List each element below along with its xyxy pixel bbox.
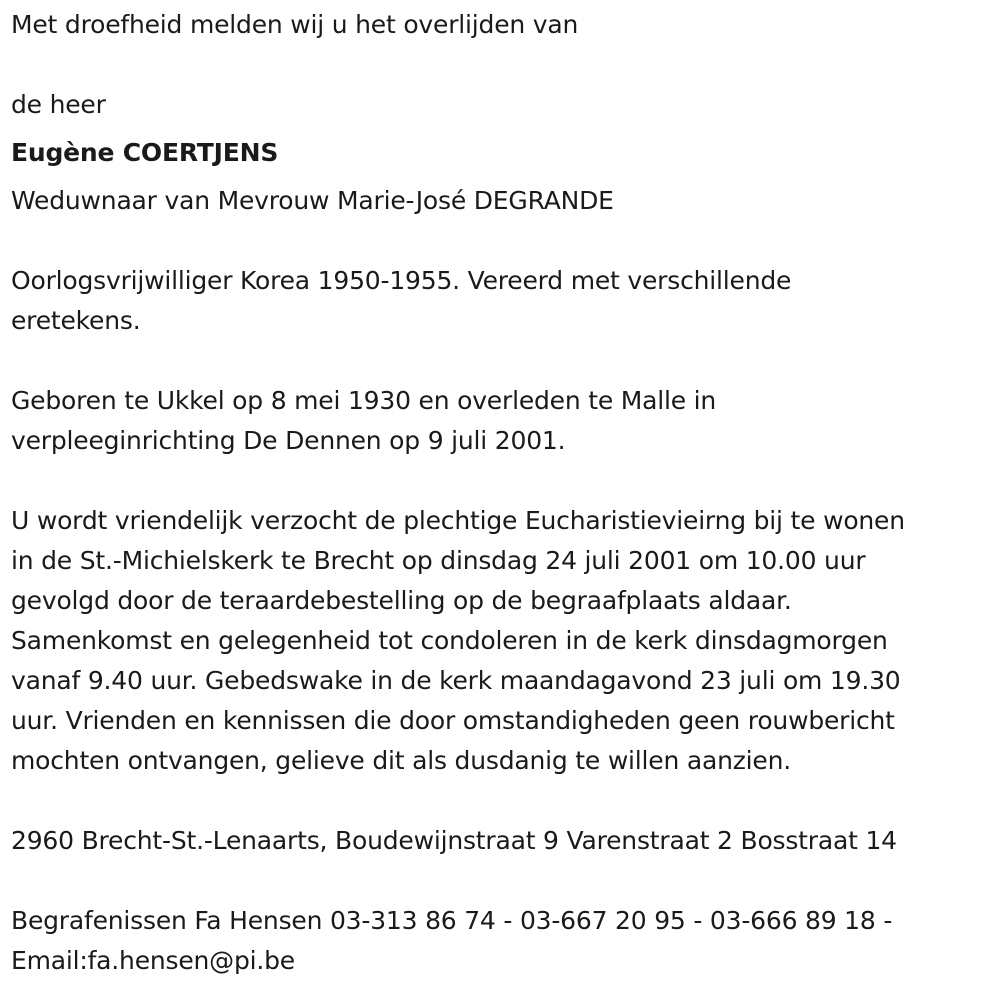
- deceased-name: Eugène COERTJENS: [11, 138, 279, 167]
- honors-line-1: Oorlogsvrijwilliger Korea 1950-1955. Vereerd met verschillende: [11, 266, 792, 295]
- salutation-line: de heer: [11, 90, 106, 119]
- funeral-home-line-1: Begrafenissen Fa Hensen 03-313 86 74 - 03-667 20 95 - 03-666 89 18 -: [11, 906, 893, 935]
- ceremony-line-3: gevolgd door de teraardebestelling op de begraafplaats aldaar.: [11, 586, 792, 615]
- address-line: 2960 Brecht-St.-Lenaarts, Boudewijnstraat 9 Varenstraat 2 Bosstraat 14: [11, 826, 897, 855]
- ceremony-line-1: U wordt vriendelijk verzocht de plechtige Eucharistievieirng bij te wonen: [11, 506, 905, 535]
- intro-line: Met droefheid melden wij u het overlijden van: [11, 10, 579, 39]
- ceremony-line-2: in de St.-Michielskerk te Brecht op dinsdag 24 juli 2001 om 10.00 uur: [11, 546, 866, 575]
- birth-death-line-2: verpleeginrichting De Dennen op 9 juli 2001.: [11, 426, 566, 455]
- funeral-home-line-2: Email:fa.hensen@pi.be: [11, 946, 295, 975]
- ceremony-line-4: Samenkomst en gelegenheid tot condoleren in de kerk dinsdagmorgen: [11, 626, 888, 655]
- ceremony-line-7: mochten ontvangen, gelieve dit als dusdanig te willen aanzien.: [11, 746, 791, 775]
- birth-death-line-1: Geboren te Ukkel op 8 mei 1930 en overleden te Malle in: [11, 386, 717, 415]
- ceremony-line-6: uur. Vrienden en kennissen die door omstandigheden geen rouwbericht: [11, 706, 895, 735]
- spouse-line: Weduwnaar van Mevrouw Marie-José DEGRANDE: [11, 186, 614, 215]
- ceremony-line-5: vanaf 9.40 uur. Gebedswake in de kerk maandagavond 23 juli om 19.30: [11, 666, 901, 695]
- honors-line-2: eretekens.: [11, 306, 141, 335]
